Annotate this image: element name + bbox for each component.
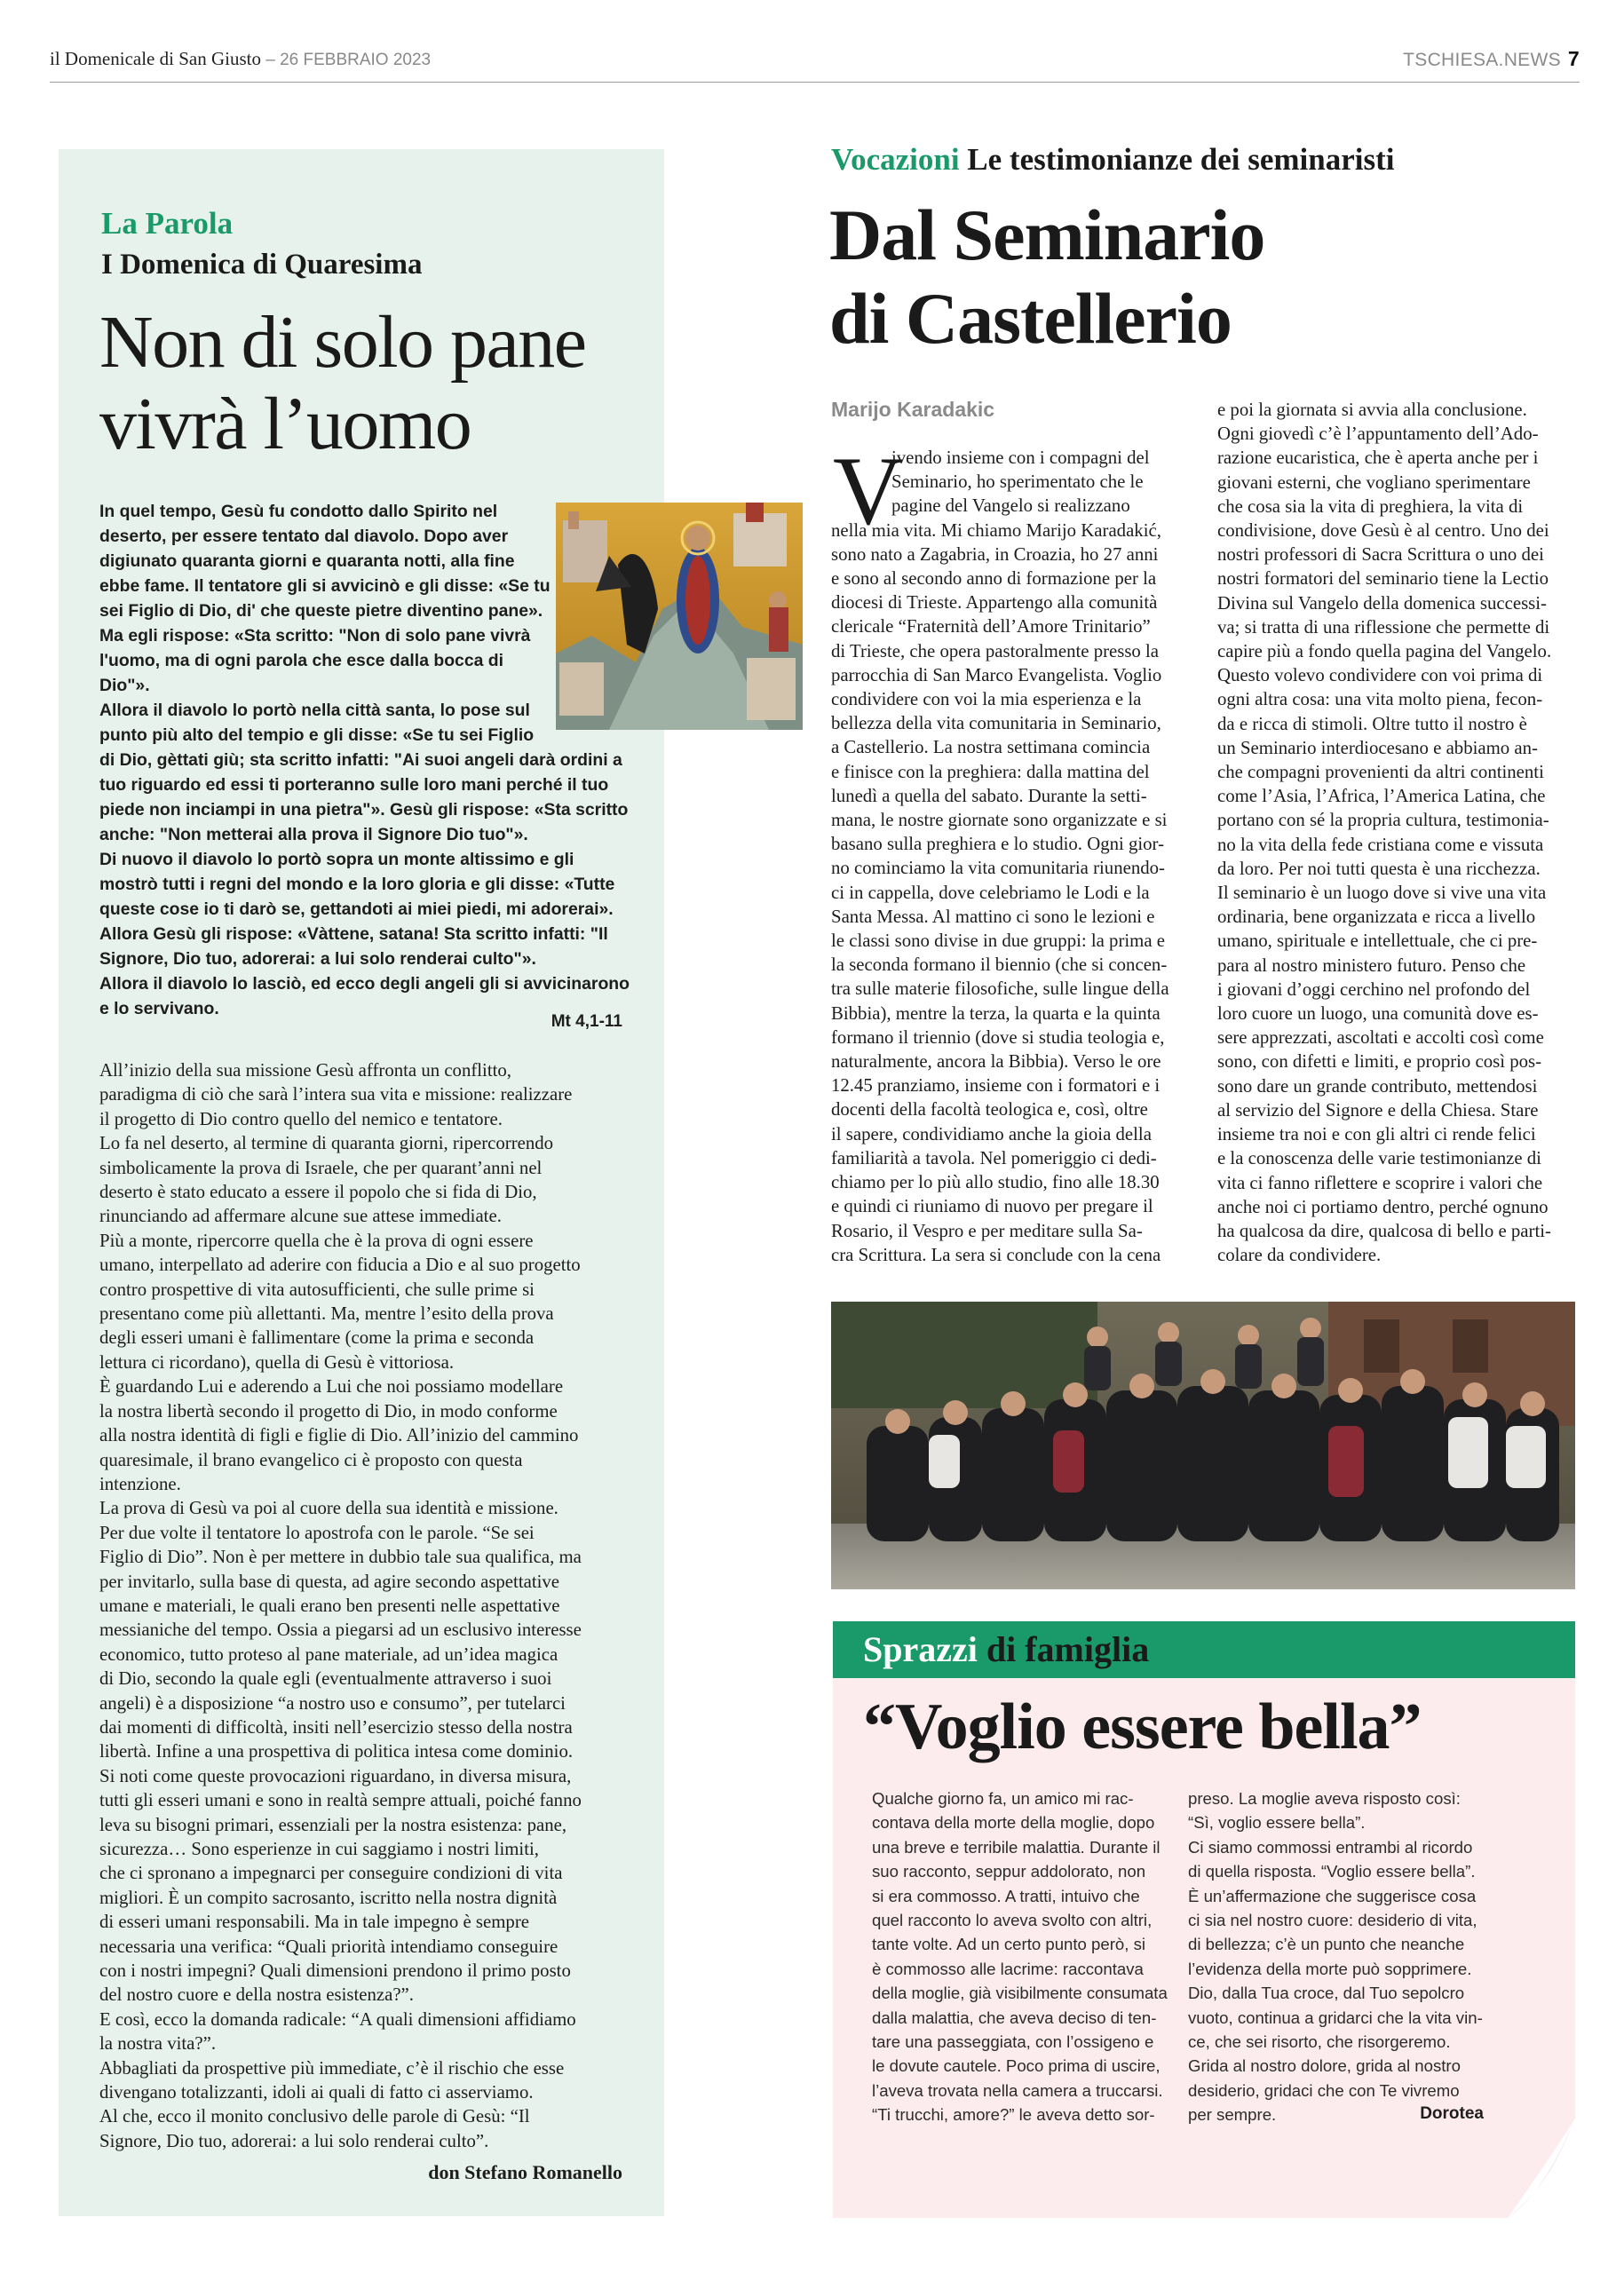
- commentary-line: economico, tutto proteso al pane materiale, ad un’idea magica: [99, 1643, 558, 1665]
- article-author: Marijo Karadakic: [831, 398, 995, 421]
- article-title: [829, 194, 1264, 360]
- article-line: ivendo insieme con i compagni del: [891, 447, 1150, 468]
- article-line: i giovani d’oggi cerchino nel profondo del: [1217, 978, 1531, 1000]
- article-line: tare una passeggiata, con l’ossigeno e: [872, 2032, 1154, 2052]
- article-line: al servizio del Signore e della Chiesa. Stare: [1217, 1099, 1539, 1121]
- header-masthead: [50, 48, 431, 70]
- commentary-line: alla nostra identità di figli e figlie di Dio. All’inizio del cammino: [99, 1425, 579, 1446]
- commentary-line: umane e materiali, le quali erano ben presenti nelle aspettative: [99, 1595, 560, 1616]
- title-line: Dal Seminario: [829, 194, 1265, 275]
- article-line: il sapere, condividiamo anche la gioia della: [831, 1123, 1152, 1144]
- article-line: la seconda formano il biennio (che si concen-: [831, 954, 1168, 976]
- commentary-line: Più a monte, ripercorre quella che è la prova di ogni essere: [99, 1230, 534, 1251]
- commentary-line: simbolicamente la prova di Israele, che per quarant’anni nel: [99, 1157, 543, 1178]
- gospel-line: Signore, Dio tuo, adorerai: a lui solo renderai culto"».: [99, 949, 536, 969]
- article-line: insieme tra noi e con gli altri ci rende felici: [1217, 1124, 1536, 1145]
- article-line: Ci siamo commossi entrambi al ricordo: [1188, 1837, 1473, 1857]
- section-kicker: [831, 142, 1394, 178]
- commentary-line: tutti gli esseri umani e sono in realtà sempre attuali, poiché fanno: [99, 1790, 582, 1811]
- article-line: della moglie, già visibilmente consumata: [872, 1984, 1168, 2003]
- commentary-line: paradigma di ciò che sarà l’intera sua vita e missione: realizzare: [99, 1084, 573, 1105]
- commentary-line: angeli) è a disposizione “a nostro uso e consumo”, per tutelarci: [99, 1692, 566, 1714]
- title-line: vivrà l’uomo: [99, 383, 471, 465]
- article-line: nostri formatori del seminario tiene la Lectio: [1217, 568, 1549, 590]
- article-line: parrocchia di San Marco Evangelista. Voglio: [831, 664, 1162, 685]
- article-line: pagine del Vangelo si realizzano: [891, 495, 1130, 517]
- article-line: condivisione, dove Gesù è al centro. Uno dei: [1217, 520, 1549, 542]
- article-line: no cominciamo la vita comunitaria riunendo-: [831, 858, 1165, 879]
- gospel-line: l'uomo, ma di ogni parola che esce dalla bocca di: [99, 651, 504, 670]
- article-line: di Trieste, che opera pastoralmente presso la: [831, 640, 1160, 661]
- gospel-line: Allora il diavolo lo portò nella città santa, lo pose sul: [99, 701, 530, 720]
- article-line: vuoto, continua a gridarci che la vita vin-: [1188, 2008, 1483, 2027]
- article-line: una breve e terribile malattia. Durante il: [872, 1837, 1161, 1857]
- article-line: di quella risposta. “Voglio essere bella”.: [1188, 1862, 1476, 1881]
- article-line: Questo volevo condividere con voi prima di: [1217, 665, 1543, 686]
- article-title: “Voglio essere bella”: [863, 1691, 1422, 1763]
- article-line: naturalmente, ancora la Bibbia). Verso le ore: [831, 1051, 1161, 1073]
- article-line: nella mia vita. Mi chiamo Marijo Karadakić,: [831, 519, 1161, 541]
- article-line: giovani esterni, che vogliano sperimentare: [1217, 471, 1531, 493]
- gospel-reference: Mt 4,1-11: [551, 1012, 622, 1031]
- commentary-line: leva su bisogni primari, essenziali per la nostra esistenza: pane,: [99, 1814, 567, 1835]
- commentary-line: All’inizio della sua missione Gesù affronta un conflitto,: [99, 1060, 511, 1081]
- article-line: quel racconto lo aveva svolto con altri,: [872, 1911, 1153, 1930]
- article-line: Ogni giovedì c’è l’appuntamento dell’Ado-: [1217, 424, 1539, 445]
- article-line: condividere con voi la mia esperienza e la: [831, 689, 1142, 710]
- article-line: per sempre.: [1188, 2105, 1277, 2125]
- commentary-line: Si noti come queste provocazioni riguardano, in diversa misura,: [99, 1765, 572, 1786]
- commentary-line: necessaria una verifica: “Quali priorità intendiamo conseguire: [99, 1936, 558, 1957]
- article-line: contava della morte della moglie, dopo: [872, 1813, 1155, 1833]
- commentary-line: intenzione.: [99, 1473, 181, 1494]
- kicker-category: Vocazioni: [831, 142, 960, 177]
- commentary-line: libertà. Infine a una prospettiva di politica intesa come dominio.: [99, 1741, 574, 1762]
- gospel-line: di Dio, gèttati giù; sta scritto infatti: "Ai suoi angeli darà ordini a: [99, 750, 622, 770]
- gospel-line: Allora il diavolo lo lasciò, ed ecco degli angeli gli si avvicinarono: [99, 974, 630, 994]
- article-line: va; si tratta di una riflessione che permette di: [1217, 616, 1550, 638]
- gospel-line: Ma egli rispose: «Sta scritto: "Non di solo pane vivrà: [99, 626, 531, 645]
- article-line: ordinaria, bene organizzata e ricca a livello: [1217, 907, 1536, 928]
- commentary-line: umano, interpellato ad aderire con fiducia a Dio e al suo progetto: [99, 1255, 581, 1276]
- commentary-line: degli esseri umani è fallimentare (come la prima e seconda: [99, 1327, 535, 1349]
- commentary-line: presentano come più allettanti. Ma, mentre l’esito della prova: [99, 1303, 554, 1325]
- commentary-line: Lo fa nel deserto, al termine di quaranta giorni, ripercorrendo: [99, 1133, 554, 1154]
- article-column-1: [831, 446, 1188, 1267]
- gospel-line: digiunato quaranta giorni e quaranta notti, alla fine: [99, 551, 515, 571]
- commentary-line: Abbagliati da prospettive più immediate, c’è il rischio che esse: [99, 2057, 565, 2079]
- gospel-line: ebbe fame. Il tentatore gli si avvicinò e gli disse: «Se tu: [99, 576, 551, 596]
- section-subtitle: I Domenica di Quaresima: [101, 249, 423, 281]
- article-line: sere apprezzati, ascoltati e accolti così come: [1217, 1027, 1544, 1049]
- gospel-line: tuo riguardo ed essi ti porteranno sulle loro mani perché il tuo: [99, 775, 609, 795]
- article-line: Bibbia), mentre la terza, la quarta e la quinta: [831, 1002, 1161, 1024]
- gospel-line: piede non inciampi in una pietra"». Gesù gli rispose: «Sta scritto: [99, 800, 629, 820]
- article-line: che compagni provenienti da altri continenti: [1217, 762, 1544, 783]
- article-line: e sono al secondo anno di formazione per la: [831, 568, 1157, 590]
- commentary-line: Signore, Dio tuo, adorerai: a lui solo renderai culto”.: [99, 2130, 489, 2151]
- kicker-highlight: Sprazzi: [863, 1629, 978, 1669]
- header-divider: [50, 82, 1580, 83]
- commentary-line: lettura ci ricordano), quella di Gesù è vittoriosa.: [99, 1351, 455, 1373]
- article-line: para al nostro ministero futuro. Penso che: [1217, 954, 1526, 976]
- article-line: vita ci fanno riflettere e scoprire i valori che: [1217, 1172, 1543, 1193]
- gospel-line: queste cose io ti darò se, gettandoti ai miei piedi, mi adorerai».: [99, 899, 614, 919]
- commentary-line: Al che, ecco il monito conclusivo delle parole di Gesù: “Il: [99, 2106, 530, 2127]
- article-line: portano con sé la propria cultura, testimonia-: [1217, 810, 1549, 831]
- article-line: da loro. Per noi tutti questa è una ricchezza.: [1217, 858, 1541, 879]
- seminarians-group-photo: [831, 1302, 1575, 1589]
- commentary-line: contro prospettive di vita autosufficienti, che sulle prime si: [99, 1279, 535, 1300]
- gospel-line: deserto, per essere tentato dal diavolo. Dopo aver: [99, 527, 509, 546]
- gospel-line: Allora Gesù gli rispose: «Vàttene, satana! Sta scritto infatti: "Il: [99, 924, 608, 944]
- article-line: e la conoscenza delle varie testimonianze di: [1217, 1148, 1541, 1169]
- article-line: suo racconto, seppur addolorato, non: [872, 1862, 1146, 1881]
- article-line: ce, che sei risorto, che risorgeremo.: [1188, 2032, 1451, 2052]
- article-line: desiderio, gridaci che con Te vivremo: [1188, 2080, 1460, 2100]
- article-line: sono, con difetti e limiti, e proprio così pos-: [1217, 1051, 1542, 1073]
- article-line: ci sia nel nostro cuore: desiderio di vita,: [1188, 1911, 1477, 1930]
- article-signature: Dorotea: [1420, 2104, 1484, 2123]
- gospel-line: Dio"».: [99, 676, 150, 695]
- title-line: Non di solo pane: [99, 301, 586, 384]
- article-line: Divina sul Vangelo della domenica successi-: [1217, 592, 1547, 614]
- gospel-line: anche: "Non metterai alla prova il Signore Dio tuo"».: [99, 825, 528, 844]
- commentary-line: che ci spronano a impegnarci per conseguire condizioni di vita: [99, 1863, 563, 1884]
- article-line: nostri professori di Sacra Scrittura o uno dei: [1217, 544, 1544, 566]
- commentary-line: di esseri umani responsabili. Ma in tale impegno è sempre: [99, 1912, 529, 1933]
- article-line: no la vita della fede cristiana come e vissuta: [1217, 834, 1544, 855]
- article-line: razione eucaristica, che è aperta anche per i: [1217, 447, 1539, 469]
- section-kicker: La Parola: [101, 206, 234, 241]
- article-line: mana, le nostre giornate sono organizzate e si: [831, 810, 1168, 831]
- article-line: l’aveva trovata nella camera a truccarsi.: [872, 2080, 1163, 2100]
- photo-image: [831, 1302, 1575, 1589]
- commentary-line: del nostro cuore e della nostra esistenza?”.: [99, 1984, 414, 2006]
- gospel-line: punto più alto del tempio e gli disse: «Se tu sei Figlio: [99, 725, 535, 745]
- article-line: docenti della facoltà teologica e, così, oltre: [831, 1099, 1148, 1121]
- article-line: sono nato a Zagabria, in Croazia, ho 27 anni: [831, 543, 1159, 565]
- commentary-line: migliori. È un compito sacrosanto, iscritto nella nostra dignità: [99, 1887, 558, 1908]
- article-line: ogni altra cosa: una vita molto piena, fecon-: [1217, 689, 1543, 710]
- article-line: da e ricca di stimoli. Oltre tutto il nostro è: [1217, 713, 1527, 734]
- article-line: “Sì, voglio essere bella”.: [1188, 1813, 1366, 1833]
- commentary-line: la nostra libertà secondo il progetto di Dio, in modo conforme: [99, 1400, 558, 1422]
- article-line: Qualche giorno fa, un amico mi rac-: [872, 1789, 1134, 1808]
- commentary-line: messianiche del tempo. Ossia a piegarsi ad un esclusivo interesse: [99, 1620, 582, 1641]
- commentary-line: divengano totalizzanti, idoli ai quali di fatto ci asserviamo.: [99, 2082, 534, 2103]
- issue-date: – 26 FEBBRAIO 2023: [260, 51, 432, 69]
- commentary-line: dai momenti di difficoltà, insiti nell’esercizio stesso della nostra: [99, 1716, 573, 1738]
- article-line: e poi la giornata si avvia alla conclusione.: [1217, 400, 1527, 420]
- article-line: e quindi ci riuniamo di nuovo per pregare il: [831, 1196, 1153, 1217]
- article-line: tante volte. Ad un certo punto però, si: [872, 1935, 1146, 1954]
- article-line: dalla malattia, che aveva deciso di ten-: [872, 2008, 1157, 2027]
- article-column-2: [1217, 398, 1576, 1267]
- kicker-topic: Le testimonianze dei seminaristi: [959, 142, 1395, 177]
- article-line: si era commosso. A tratti, intuivo che: [872, 1886, 1140, 1905]
- site-link[interactable]: TSCHIESA.NEWS: [1403, 50, 1561, 70]
- article-line: “Ti trucchi, amore?” le aveva detto sor-: [872, 2105, 1155, 2125]
- article-line: Dio, dalla Tua croce, dal Tuo sepolcro: [1188, 1984, 1465, 2003]
- article-line: Santa Messa. Al mattino ci sono le lezioni e: [831, 906, 1155, 927]
- gospel-line: sei Figlio di Dio, di' che queste pietre diventino pane».: [99, 601, 543, 621]
- commentary-line: di Dio, secondo la quale egli (eventualmente attraverso i suoi: [99, 1668, 552, 1690]
- section-kicker: [863, 1628, 1149, 1670]
- article-line: come l’Asia, l’Africa, l’America Latina, che: [1217, 786, 1546, 807]
- commentary-line: per invitarlo, sulla base di questa, ad agire secondo aspettative: [99, 1571, 560, 1592]
- article-line: È un’affermazione che suggerisce cosa: [1188, 1886, 1477, 1905]
- commentary-line: la nostra vita?”.: [99, 2033, 217, 2055]
- article-line: Seminario, ho sperimentato che le: [891, 471, 1144, 493]
- commentary-line: È guardando Lui e aderendo a Lui che noi possiamo modellare: [99, 1376, 564, 1398]
- commentary-line: con i nostri impegni? Quali dimensioni prendono il primo posto: [99, 1960, 571, 1982]
- article-line: Il seminario è un luogo dove si vive una vita: [1217, 883, 1547, 904]
- article-line: bellezza della vita comunitaria in Seminario,: [831, 713, 1161, 734]
- article-line: un Seminario interdiocesano e abbiamo an-: [1217, 737, 1538, 758]
- article-line: l’evidenza della morte può sopprimere.: [1188, 1959, 1472, 1978]
- article-line: a Castellerio. La nostra settimana comincia: [831, 737, 1151, 758]
- article-line: clericale “Fraternità dell’Amore Trinitario”: [831, 616, 1151, 638]
- article-title: [99, 302, 586, 465]
- article-line: che cosa sia la vita di preghiera, la vita di: [1217, 495, 1524, 517]
- article-line: diocesi di Trieste. Appartengo alla comunità: [831, 592, 1158, 614]
- article-line: umano, spirituale e intellettuale, che ci pre-: [1217, 931, 1538, 952]
- commentary-text: [99, 1058, 632, 2153]
- article-author: don Stefano Romanello: [428, 2161, 622, 2183]
- kicker-rest: di famiglia: [977, 1629, 1150, 1669]
- gospel-text: [99, 499, 630, 1021]
- commentary-line: Per due volte il tentatore lo apostrofa con le parole. “Se sei: [99, 1522, 535, 1543]
- article-line: Grida al nostro dolore, grida al nostro: [1188, 2056, 1461, 2076]
- page-number: 7: [1567, 47, 1580, 70]
- gospel-line: In quel tempo, Gesù fu condotto dallo Spirito nel: [99, 502, 498, 521]
- drop-cap: V: [833, 437, 904, 545]
- article-line: di bellezza; c’è un punto che neanche: [1188, 1935, 1465, 1954]
- article-line: familiarità a tavola. Nel pomeriggio ci dedi-: [831, 1147, 1157, 1168]
- gospel-line: Di nuovo il diavolo lo portò sopra un monte altissimo e gli: [99, 850, 574, 869]
- article-line: Rosario, il Vespro e per meditare sulla Sa-: [831, 1220, 1143, 1241]
- article-line: è commosso alle lacrime: raccontava: [872, 1959, 1144, 1978]
- article-line: lunedì a quella del sabato. Durante la setti-: [831, 785, 1147, 806]
- article-line: formano il triennio (dove si studia teologia e,: [831, 1026, 1165, 1048]
- commentary-line: La prova di Gesù va poi al cuore della sua identità e missione.: [99, 1498, 558, 1519]
- article-line: basano sulla preghiera e lo studio. Ogni gior-: [831, 834, 1164, 855]
- article-line: le dovute cautele. Poco prima di uscire,: [872, 2056, 1161, 2076]
- article-line: loro cuore un luogo, una comunità dove es-: [1217, 1003, 1539, 1025]
- commentary-line: quaresimale, il brano evangelico ci è proposto con questa: [99, 1449, 523, 1470]
- gospel-line: mostrò tutti i regni del mondo e la loro gloria e gli disse: «Tutte: [99, 875, 615, 894]
- header-site: [1403, 47, 1580, 71]
- commentary-line: deserto è stato educato a essere il popolo che si fida di Dio,: [99, 1182, 537, 1203]
- sprazzi-column-1: [872, 1786, 1168, 2127]
- commentary-line: sicurezza… Sono esperienze in cui saggiamo i nostri limiti,: [99, 1839, 539, 1859]
- article-line: preso. La moglie aveva risposto così:: [1188, 1789, 1461, 1808]
- dropcap-indented-lines: [831, 446, 1188, 519]
- commentary-line: il progetto di Dio contro quello del nemico e tentatore.: [99, 1108, 503, 1129]
- commentary-line: Figlio di Dio”. Non è per mettere in dubbio tale sua qualifica, ma: [99, 1547, 582, 1568]
- commentary-line: E così, ecco la domanda radicale: “A quali dimensioni affidiamo: [99, 2008, 576, 2030]
- article-line: colare da condividere.: [1217, 1245, 1382, 1266]
- article-line: ci in cappella, dove celebriamo le Lodi e la: [831, 882, 1150, 903]
- gospel-line: e lo servivano.: [99, 999, 219, 1018]
- article-line: tra sulle materie filosofiche, sulle lingue della: [831, 978, 1169, 1000]
- title-line: di Castellerio: [829, 278, 1232, 359]
- article-line: chiamo per lo più allo studio, fino alle 18.30: [831, 1172, 1160, 1193]
- article-line: le classi sono divise in due gruppi: la prima e: [831, 931, 1165, 952]
- article-line: sono dare un grande contributo, mettendosi: [1217, 1075, 1538, 1097]
- article-line: capire più a fondo quella pagina del Vangelo.: [1217, 641, 1552, 662]
- sprazzi-column-2: [1188, 1786, 1490, 2127]
- article-line: ha qualcosa da dire, qualcosa di bello e parti-: [1217, 1220, 1551, 1241]
- article-line: 12.45 pranziamo, insieme con i formatori e i: [831, 1075, 1161, 1097]
- commentary-line: rinunciando ad affermare alcune sue attese immediate.: [99, 1206, 502, 1227]
- article-line: e finisce con la preghiera: dalla mattina del: [831, 761, 1150, 782]
- paper-name: il Domenicale di San Giusto: [50, 48, 261, 69]
- article-line: anche noi ci portiamo dentro, perché ognuno: [1217, 1196, 1549, 1217]
- article-line: cra Scrittura. La sera si conclude con la cena: [831, 1244, 1161, 1265]
